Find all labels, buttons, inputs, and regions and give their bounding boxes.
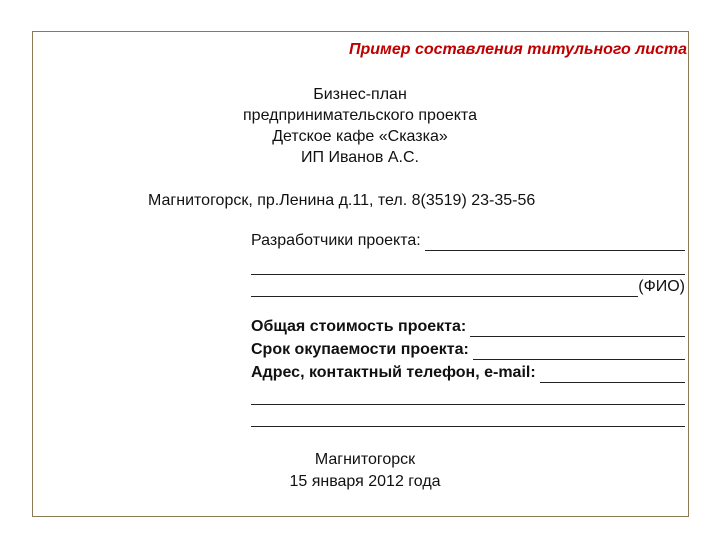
- payback-row: [251, 340, 685, 360]
- developers-row: [251, 231, 685, 251]
- footer-block: [230, 449, 500, 493]
- footer-date: 15 января 2012 года: [289, 473, 441, 490]
- document-title-block: [160, 84, 560, 168]
- footer-city: Магнитогорск: [314, 451, 416, 468]
- fio-blank-line: [251, 281, 638, 297]
- contact-blank-line-2: [251, 385, 685, 405]
- payback-blank-line: [473, 344, 685, 360]
- address-line: Магнитогорск, пр.Ленина д.11, тел. 8(3519) 23-35-56: [148, 192, 536, 209]
- title-line-project-type: предпринимательского проекта: [243, 107, 477, 124]
- fio-row: [251, 277, 685, 297]
- contact-blank-line: [540, 367, 685, 383]
- developers-blank-line: [425, 235, 685, 251]
- payback-label: Срок окупаемости проекта:: [251, 341, 469, 358]
- title-line-project-name: Детское кафе «Сказка»: [272, 128, 448, 145]
- title-line-business-plan: Бизнес-план: [313, 86, 407, 103]
- title-line-entrepreneur: ИП Иванов А.С.: [301, 149, 419, 166]
- contact-blank-line-3: [251, 407, 685, 427]
- cost-blank-line: [470, 321, 685, 337]
- developers-blank-line-2: [251, 255, 685, 275]
- contact-label: Адрес, контактный телефон, e-mail:: [251, 364, 536, 381]
- sample-heading: Пример составления титульного листа: [348, 41, 687, 58]
- fio-label: (ФИО): [638, 278, 685, 295]
- cost-label: Общая стоимость проекта:: [251, 318, 467, 335]
- cost-row: [251, 317, 685, 337]
- developers-label: Разработчики проекта:: [251, 232, 421, 249]
- contact-row: [251, 363, 685, 383]
